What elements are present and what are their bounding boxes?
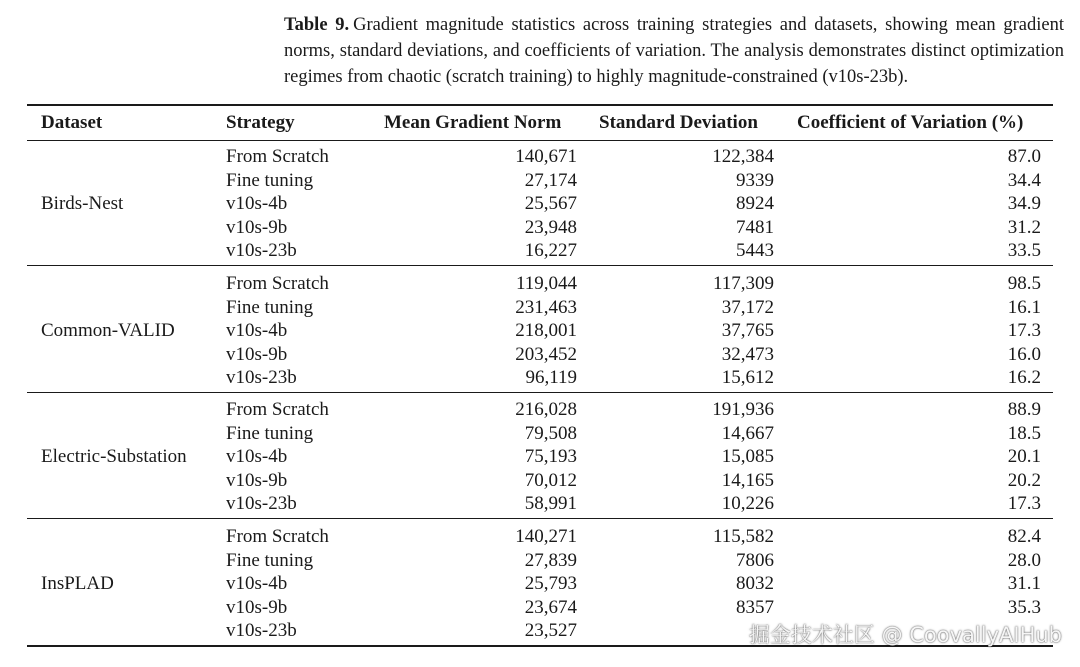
cell-standard-deviation: 15,085 <box>721 446 774 468</box>
cell-mean-gradient-norm: 58,991 <box>524 493 577 515</box>
header-dataset: Dataset <box>41 112 103 133</box>
cell-mean-gradient-norm: 23,527 <box>524 620 577 642</box>
table-top-rule <box>27 104 1053 106</box>
caption-text: Gradient magnitude statistics across training strategies and datasets, showing mean gradient norms, standard deviations, and coefficients of variation. The analysis demonstrates distinct optimization regimes from chaotic (scratch training) to highly magnitude-constrained (v10s-23b). <box>284 15 1065 87</box>
header-standard-deviation: Standard Deviation <box>599 112 758 133</box>
cell-strategy: v10s-9b <box>226 216 288 238</box>
cell-coefficient-of-variation: 88.9 <box>1007 399 1041 420</box>
cell-coefficient-of-variation: 28.0 <box>1007 549 1041 571</box>
cell-coefficient-of-variation: 17.3 <box>1007 320 1041 342</box>
cell-mean-gradient-norm: 16,227 <box>524 240 577 262</box>
cell-mean-gradient-norm: 96,119 <box>525 367 577 389</box>
cell-coefficient-of-variation: 16.1 <box>1007 296 1041 318</box>
cell-strategy: v10s-23b <box>226 367 297 389</box>
cell-mean-gradient-norm: 203,452 <box>515 343 577 365</box>
table-header-rule <box>27 140 1053 141</box>
cell-standard-deviation: 191,936 <box>712 399 774 420</box>
cell-coefficient-of-variation: 20.2 <box>1007 469 1041 491</box>
cell-mean-gradient-norm: 23,948 <box>524 216 577 238</box>
cell-strategy: v10s-9b <box>226 596 288 618</box>
cell-standard-deviation: 122,384 <box>712 146 774 167</box>
cell-mean-gradient-norm: 79,508 <box>524 422 577 444</box>
cell-mean-gradient-norm: 140,671 <box>515 146 577 167</box>
group-separator-rule <box>27 392 1053 393</box>
cell-strategy: v10s-23b <box>226 240 297 262</box>
cell-mean-gradient-norm: 140,271 <box>515 526 577 547</box>
cell-coefficient-of-variation: 87.0 <box>1007 146 1041 167</box>
header-coefficient-of-variation: Coefficient of Variation (%) <box>797 112 1024 133</box>
cell-coefficient-of-variation: 35.3 <box>1007 596 1041 618</box>
cell-standard-deviation: 8032 <box>736 573 774 595</box>
cell-strategy: From Scratch <box>226 526 329 547</box>
cell-mean-gradient-norm: 27,174 <box>524 169 577 191</box>
table-caption <box>284 12 1064 90</box>
cell-standard-deviation: 8357 <box>736 596 774 618</box>
cell-standard-deviation: 32,473 <box>721 343 774 365</box>
cell-standard-deviation: 115,582 <box>712 526 774 547</box>
cell-strategy: v10s-4b <box>226 320 288 342</box>
cell-mean-gradient-norm: 23,674 <box>524 596 577 618</box>
header-strategy: Strategy <box>226 112 295 133</box>
cell-coefficient-of-variation: 31.1 <box>1007 573 1041 595</box>
cell-coefficient-of-variation: 31.2 <box>1007 216 1041 238</box>
cell-standard-deviation: 117,309 <box>712 273 774 294</box>
cell-coefficient-of-variation: 98.5 <box>1007 273 1041 294</box>
cell-standard-deviation: 5443 <box>736 240 774 262</box>
cell-standard-deviation: 14,165 <box>721 469 774 491</box>
cell-dataset: Electric-Substation <box>41 446 187 468</box>
cell-mean-gradient-norm: 70,012 <box>524 469 577 491</box>
cell-coefficient-of-variation: 33.5 <box>1007 240 1041 262</box>
cell-standard-deviation: 15,612 <box>721 367 774 389</box>
cell-standard-deviation: 7806 <box>736 549 774 571</box>
cell-standard-deviation: 37,765 <box>721 320 774 342</box>
cell-strategy: From Scratch <box>226 273 329 294</box>
cell-strategy: Fine tuning <box>226 549 314 571</box>
cell-strategy: v10s-23b <box>226 620 297 642</box>
cell-mean-gradient-norm: 216,028 <box>515 399 577 420</box>
caption-label: Table 9. <box>284 15 350 35</box>
cell-standard-deviation: 8924 <box>736 193 774 215</box>
cell-strategy: v10s-23b <box>226 493 297 515</box>
cell-dataset: Common-VALID <box>41 320 175 342</box>
cell-mean-gradient-norm: 25,793 <box>524 573 577 595</box>
cell-coefficient-of-variation: 17.3 <box>1007 493 1041 515</box>
cell-dataset: Birds-Nest <box>41 193 124 215</box>
cell-coefficient-of-variation: 16.0 <box>1007 343 1041 365</box>
cell-coefficient-of-variation: 16.2 <box>1007 367 1041 389</box>
cell-mean-gradient-norm: 25,567 <box>524 193 577 215</box>
cell-coefficient-of-variation: 34.9 <box>1007 193 1041 215</box>
cell-coefficient-of-variation: 20.1 <box>1007 446 1041 468</box>
cell-mean-gradient-norm: 75,193 <box>524 446 577 468</box>
cell-standard-deviation: 7481 <box>736 216 774 238</box>
cell-strategy: Fine tuning <box>226 169 314 191</box>
cell-standard-deviation: 10,226 <box>721 493 774 515</box>
cell-dataset: InsPLAD <box>41 573 114 595</box>
cell-strategy: v10s-4b <box>226 193 288 215</box>
cell-mean-gradient-norm: 218,001 <box>515 320 577 342</box>
cell-strategy: v10s-4b <box>226 573 288 595</box>
cell-mean-gradient-norm: 231,463 <box>515 296 577 318</box>
cell-strategy: v10s-9b <box>226 343 288 365</box>
cell-standard-deviation: 9339 <box>736 169 774 191</box>
header-mean-gradient-norm: Mean Gradient Norm <box>384 112 562 133</box>
cell-mean-gradient-norm: 27,839 <box>524 549 577 571</box>
cell-strategy: From Scratch <box>226 146 329 167</box>
cell-coefficient-of-variation: 18.5 <box>1007 422 1041 444</box>
cell-strategy: Fine tuning <box>226 296 314 318</box>
group-separator-rule <box>27 518 1053 519</box>
cell-coefficient-of-variation: 82.4 <box>1007 526 1041 547</box>
cell-strategy: v10s-9b <box>226 469 288 491</box>
cell-standard-deviation: 37,172 <box>721 296 774 318</box>
cell-mean-gradient-norm: 119,044 <box>515 273 577 294</box>
watermark: 掘金技术社区 @ CoovallyAIHub <box>748 623 1062 647</box>
cell-standard-deviation: 14,667 <box>721 422 774 444</box>
cell-strategy: From Scratch <box>226 399 329 420</box>
cell-strategy: v10s-4b <box>226 446 288 468</box>
cell-coefficient-of-variation: 34.4 <box>1007 169 1041 191</box>
group-separator-rule <box>27 265 1053 266</box>
cell-strategy: Fine tuning <box>226 422 314 444</box>
